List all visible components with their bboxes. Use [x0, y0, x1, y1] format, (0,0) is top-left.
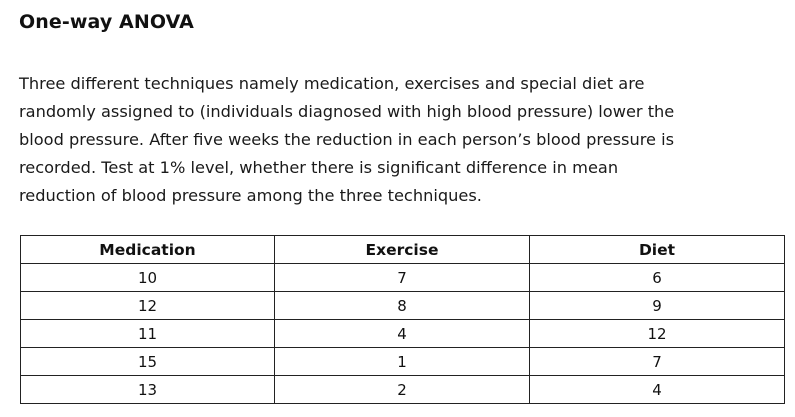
table-cell: 7 [275, 264, 530, 292]
table-header-row [21, 236, 785, 264]
problem-line: randomly assigned to (individuals diagnosed with high blood pressure) lower the [19, 102, 675, 121]
table-cell: 6 [530, 264, 785, 292]
table-cell: 12 [21, 292, 275, 320]
header-exercise: Exercise [275, 236, 530, 264]
table-cell: 8 [275, 292, 530, 320]
problem-line: blood pressure. After five weeks the reduction in each person’s blood pressure is [19, 130, 675, 149]
table-cell: 12 [530, 320, 785, 348]
problem-line: Three different techniques namely medication, exercises and special diet are [19, 74, 645, 93]
table-row [21, 320, 785, 348]
table-cell: 13 [21, 376, 275, 404]
header-diet: Diet [530, 236, 785, 264]
header-medication: Medication [21, 236, 275, 264]
table-cell: 4 [275, 320, 530, 348]
table-row [21, 264, 785, 292]
table-cell: 15 [21, 348, 275, 376]
table-row [21, 292, 785, 320]
table-cell: 10 [21, 264, 275, 292]
problem-line: recorded. Test at 1% level, whether there is significant difference in mean [19, 158, 619, 177]
document-title: One-way ANOVA [19, 11, 194, 33]
table-cell: 1 [275, 348, 530, 376]
table-cell: 11 [21, 320, 275, 348]
table-cell: 9 [530, 292, 785, 320]
table-cell: 4 [530, 376, 785, 404]
table-cell: 7 [530, 348, 785, 376]
problem-line: reduction of blood pressure among the three techniques. [19, 186, 482, 205]
table-row [21, 348, 785, 376]
problem-statement [19, 70, 784, 210]
table-cell: 2 [275, 376, 530, 404]
table-row [21, 376, 785, 404]
data-table [20, 235, 785, 404]
